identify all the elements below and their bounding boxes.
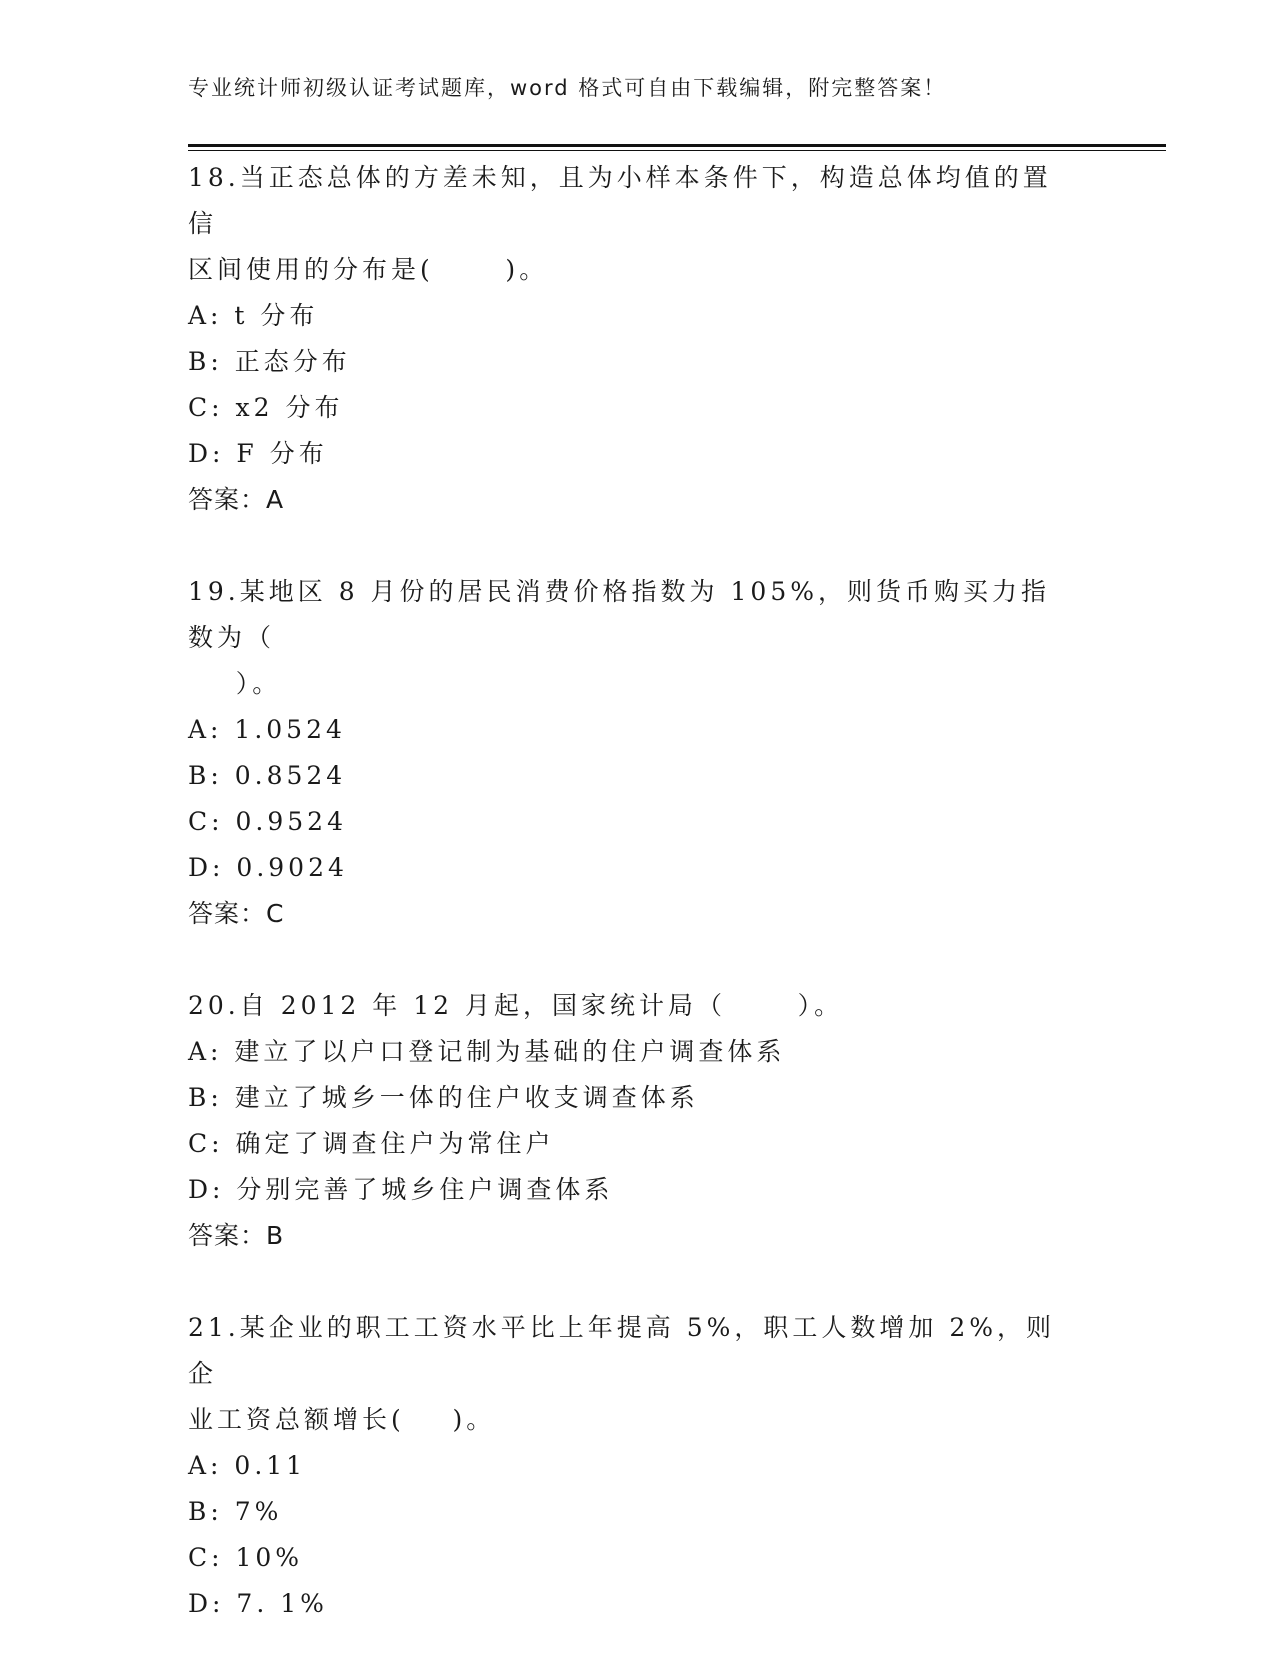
question-stem-line: 20.自 2012 年 12 月起，国家统计局（ ）。 [188, 991, 844, 1020]
option-d: D: 7. 1% [188, 1589, 328, 1618]
option-b: B: 正态分布 [188, 347, 351, 376]
question-list [188, 155, 1118, 1673]
question-stem-line: 业工资总额增长( )。 [188, 1405, 496, 1434]
header-rule-thin [188, 150, 1166, 151]
option-d: D: F 分布 [188, 439, 328, 468]
option-c: C: x2 分布 [188, 393, 344, 422]
option-d: D: 0.9024 [188, 853, 348, 882]
option-a: A: 0.11 [188, 1451, 307, 1480]
question-18 [188, 155, 1118, 523]
question-stem [188, 1305, 1068, 1443]
option-a: A: 建立了以户口登记制为基础的住户调查体系 [188, 1037, 786, 1066]
question-stem-line: 18.当正态总体的方差未知，且为小样本条件下，构造总体均值的置信 [188, 163, 1052, 238]
question-stem-line: 区间使用的分布是( )。 [188, 255, 549, 284]
question-stem-line: ）。 [188, 669, 282, 698]
option-c: C: 确定了调查住户为常住户 [188, 1129, 555, 1158]
option-a: A: t 分布 [188, 301, 319, 330]
option-d: D: 分别完善了城乡住户调查体系 [188, 1175, 614, 1204]
question-20 [188, 983, 1118, 1259]
option-b: B: 建立了城乡一体的住户收支调查体系 [188, 1083, 699, 1112]
option-b: B: 7% [188, 1497, 283, 1526]
question-19 [188, 569, 1118, 937]
question-stem-line: 21.某企业的职工工资水平比上年提高 5%，职工人数增加 2%，则企 [188, 1313, 1055, 1388]
question-stem [188, 569, 1068, 707]
header-rule-thick [188, 144, 1166, 147]
question-stem [188, 155, 1068, 293]
option-c: C: 0.9524 [188, 807, 347, 836]
option-c: C: 10% [188, 1543, 304, 1572]
page-header: 专业统计师初级认证考试题库，word 格式可自由下载编辑，附完整答案！ [188, 76, 947, 100]
answer: 答案：A [188, 485, 285, 514]
question-21 [188, 1305, 1118, 1627]
option-a: A: 1.0524 [188, 715, 346, 744]
question-stem [188, 983, 1068, 1029]
question-stem-line: 19.某地区 8 月份的居民消费价格指数为 105%，则货币购买力指数为（ [188, 577, 1050, 652]
answer: 答案：C [188, 899, 285, 928]
answer: 答案：B [188, 1221, 285, 1250]
option-b: B: 0.8524 [188, 761, 347, 790]
